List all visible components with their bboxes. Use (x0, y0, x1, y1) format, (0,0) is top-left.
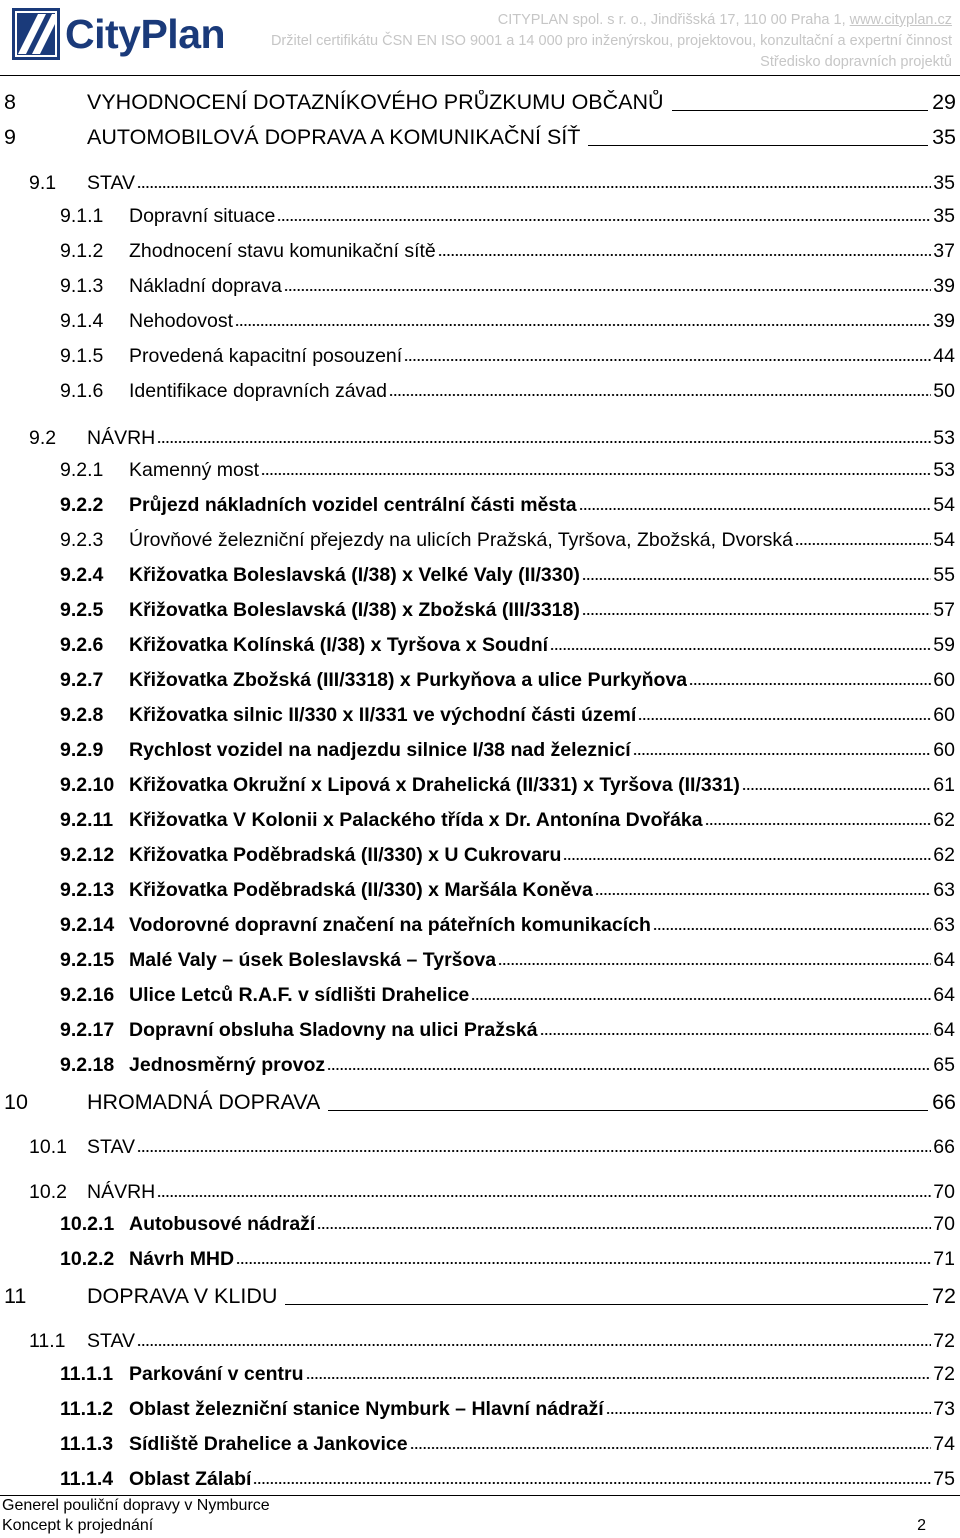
toc-entry[interactable] (60, 945, 955, 975)
toc-entry-page: 54 (933, 493, 955, 516)
toc-entry[interactable] (60, 700, 955, 730)
toc-entry-title: VYHODNOCENÍ DOTAZNÍKOVÉHO PRŮZKUMU OBČANŮ (87, 89, 664, 114)
toc-entry[interactable] (60, 1015, 955, 1045)
toc-entry-page: 35 (933, 171, 955, 194)
toc-dot-leader (404, 358, 931, 362)
toc-entry-title: Kamenný most (129, 458, 260, 481)
toc-entry-title: Rychlost vozidel na nadjezdu silnice I/38 nad železnicí (129, 738, 631, 761)
toc-entry-title: Dopravní situace (129, 204, 276, 227)
toc-entry-title: STAV (87, 1135, 136, 1158)
toc-entry[interactable] (60, 875, 955, 905)
toc-entry-page: 73 (933, 1397, 955, 1420)
toc-entry-number: 9.2 (29, 426, 57, 449)
toc-dot-leader (689, 682, 931, 686)
toc-entry[interactable] (60, 1464, 955, 1494)
cityplan-logo (12, 8, 234, 60)
toc-entry-number: 9.2.13 (60, 878, 115, 901)
page-footer (0, 1494, 960, 1538)
toc-entry-number: 9.2.16 (60, 983, 115, 1006)
toc-entry-page: 53 (933, 426, 955, 449)
toc-entry-title: Křižovatka Okružní x Lipová x Drahelická (II/331) x Tyršova (II/331) (129, 773, 740, 796)
toc-entry-number: 9.2.1 (60, 458, 104, 481)
toc-entry-title: Křižovatka silnic II/330 x II/331 ve východní části území (129, 703, 637, 726)
toc-dot-leader (582, 612, 931, 616)
toc-entry-number: 10.2.2 (60, 1247, 115, 1270)
toc-entry[interactable] (60, 980, 955, 1010)
toc-entry-number: 10 (4, 1089, 28, 1114)
toc-dot-leader (438, 253, 932, 257)
toc-entry-number: 11.1.1 (60, 1362, 114, 1385)
toc-entry[interactable] (60, 735, 955, 765)
toc-dot-leader (137, 185, 931, 189)
toc-dot-leader (327, 1067, 931, 1071)
toc-entry-page: 39 (933, 274, 955, 297)
footer-page-number: 2 (917, 1517, 926, 1534)
toc-entry-number: 9.1.4 (60, 309, 104, 332)
toc-entry-number: 11.1.2 (60, 1397, 114, 1420)
toc-entry-title: NÁVRH (87, 426, 156, 449)
toc-entry-title: Nehodovost (129, 309, 234, 332)
toc-entry[interactable] (60, 236, 955, 266)
toc-entry-page: 57 (933, 598, 955, 621)
toc-entry-page: 60 (933, 668, 955, 691)
toc-entry-number: 9.2.10 (60, 773, 115, 796)
toc-entry-number: 11 (4, 1283, 27, 1308)
toc-entry-number: 10.2.1 (60, 1212, 115, 1235)
toc-entry-title: Zhodnocení stavu komunikační sítě (129, 239, 436, 262)
toc-entry-number: 10.1 (29, 1135, 67, 1158)
toc-entry[interactable] (60, 805, 955, 835)
toc-entry[interactable] (60, 341, 955, 371)
toc-entry-number: 11.1.3 (60, 1432, 114, 1455)
toc-entry-number: 9.1 (29, 171, 57, 194)
toc-entry-title: Dopravní obsluha Sladovny na ulici Pražská (129, 1018, 538, 1041)
toc-entry-page: 72 (932, 1283, 956, 1308)
toc-entry-page: 71 (933, 1247, 955, 1270)
toc-entry-number: 11.1.4 (60, 1467, 114, 1490)
toc-entry[interactable] (60, 455, 955, 485)
toc-entry-page: 44 (933, 344, 955, 367)
toc-entry[interactable] (29, 1177, 955, 1207)
toc-dot-leader (471, 997, 931, 1001)
toc-entry-number: 9.2.3 (60, 528, 104, 551)
toc-dot-leader (606, 1411, 932, 1415)
toc-entry-page: 64 (933, 983, 955, 1006)
certificate-line: Držitel certifikátu ČSN EN ISO 9001 a 14 000 pro inženýrskou, projektovou, konzultační a expertní činnost (270, 33, 952, 49)
toc-entry-title: Nákladní doprava (129, 274, 282, 297)
toc-entry[interactable] (60, 595, 955, 625)
toc-entry-number: 9.2.9 (60, 738, 104, 761)
header-info (271, 10, 952, 73)
footer-status: Koncept k projednání (2, 1517, 154, 1534)
toc-entry-title: Průjezd nákladních vozidel centrální části města (129, 493, 577, 516)
toc-leader-line (672, 110, 929, 111)
cityplan-logo-mark-icon (12, 8, 60, 60)
toc-entry-number: 9.2.18 (60, 1053, 115, 1076)
toc-dot-leader (795, 542, 931, 546)
toc-entry-page: 63 (933, 878, 955, 901)
toc-entry[interactable] (0, 87, 956, 117)
toc-entry[interactable] (60, 770, 955, 800)
toc-entry-page: 62 (933, 843, 955, 866)
toc-entry-title: Parkování v centru (129, 1362, 304, 1385)
toc-entry-page: 35 (933, 204, 955, 227)
toc-entry[interactable] (0, 1087, 956, 1117)
toc-entry-number: 9.2.4 (60, 563, 104, 586)
toc-entry[interactable] (29, 1326, 955, 1356)
toc-dot-leader (157, 1194, 931, 1198)
toc-dot-leader (582, 577, 931, 581)
toc-entry[interactable] (0, 122, 956, 152)
toc-dot-leader (563, 857, 931, 861)
toc-entry[interactable] (60, 630, 955, 660)
toc-entry-page: 35 (932, 124, 956, 149)
toc-dot-leader (137, 1149, 931, 1153)
toc-entry[interactable] (60, 525, 955, 555)
toc-entry-page: 60 (933, 703, 955, 726)
toc-entry-page: 70 (933, 1180, 955, 1203)
toc-entry-number: 8 (4, 89, 16, 114)
toc-dot-leader (157, 440, 931, 444)
toc-dot-leader (261, 472, 931, 476)
toc-entry-title: AUTOMOBILOVÁ DOPRAVA A KOMUNIKAČNÍ SÍŤ (87, 124, 581, 149)
toc-entry-number: 9.2.8 (60, 703, 104, 726)
company-website-link[interactable]: www.cityplan.cz (849, 12, 952, 28)
toc-entry-page: 29 (932, 89, 956, 114)
toc-dot-leader (410, 1446, 932, 1450)
toc-entry-number: 9.2.2 (60, 493, 104, 516)
toc-entry-page: 66 (932, 1089, 956, 1114)
toc-entry-title: Jednosměrný provoz (129, 1053, 326, 1076)
toc-entry[interactable] (60, 1394, 955, 1424)
toc-entry[interactable] (60, 910, 955, 940)
footer-divider (0, 1495, 960, 1496)
toc-dot-leader (638, 717, 931, 721)
company-address: CITYPLAN spol. s r. o., Jindřišská 17, 110 00 Praha 1, (497, 12, 846, 28)
toc-entry[interactable] (60, 376, 955, 406)
toc-entry-title: Křižovatka Kolínská (I/38) x Tyršova x Soudní (129, 633, 549, 656)
toc-entry-number: 10.2 (29, 1180, 67, 1203)
toc-dot-leader (550, 647, 931, 651)
toc-entry-number: 9.2.17 (60, 1018, 115, 1041)
toc-leader-line (588, 145, 928, 146)
toc-entry[interactable] (60, 840, 955, 870)
toc-entry-title: Křižovatka Boleslavská (I/38) x Zbožská (III/3318) (129, 598, 580, 621)
toc-entry-page: 60 (933, 738, 955, 761)
toc-entry-number: 9.2.5 (60, 598, 104, 621)
toc-entry[interactable] (60, 1050, 955, 1080)
company-line (271, 10, 952, 31)
toc-entry-title: Autobusové nádraží (129, 1212, 316, 1235)
toc-dot-leader (579, 507, 932, 511)
toc-entry-number: 9.1.2 (60, 239, 104, 262)
toc-entry-number: 9.1.6 (60, 379, 104, 402)
toc-entry-page: 72 (933, 1362, 955, 1385)
toc-entry-title: Návrh MHD (129, 1247, 235, 1270)
toc-entry-title: Oblast železniční stanice Nymburk – Hlavní nádraží (129, 1397, 604, 1420)
toc-dot-leader (389, 393, 931, 397)
toc-entry-page: 59 (933, 633, 955, 656)
toc-entry-page: 54 (933, 528, 955, 551)
toc-dot-leader (137, 1343, 931, 1347)
toc-entry-number: 11.1 (29, 1329, 66, 1352)
toc-entry[interactable] (60, 201, 955, 231)
toc-entry-page: 53 (933, 458, 955, 481)
toc-entry-page: 39 (933, 309, 955, 332)
toc-entry-page: 66 (933, 1135, 955, 1158)
toc-entry[interactable] (60, 1209, 955, 1239)
toc-dot-leader (317, 1226, 931, 1230)
toc-dot-leader (284, 288, 931, 292)
toc-dot-leader (633, 752, 932, 756)
toc-entry-title: Křižovatka Zbožská (III/3318) x Purkyňova a ulice Purkyňova (129, 668, 688, 691)
toc-entry-page: 61 (933, 773, 955, 796)
toc-entry-title: Křižovatka V Kolonii x Palackého třída x Dr. Antonína Dvořáka (129, 808, 703, 831)
toc-dot-leader (306, 1376, 932, 1380)
toc-entry[interactable] (60, 1244, 955, 1274)
toc-entry[interactable] (29, 168, 955, 198)
toc-dot-leader (498, 962, 931, 966)
toc-leader-line (285, 1304, 928, 1305)
toc-entry-title: DOPRAVA V KLIDU (87, 1283, 278, 1308)
toc-leader-line (328, 1110, 928, 1111)
toc-entry-title: Sídliště Drahelice a Jankovice (129, 1432, 408, 1455)
toc-entry[interactable] (60, 560, 955, 590)
toc-entry-number: 9.1.3 (60, 274, 104, 297)
toc-entry-title: Křižovatka Poděbradská (II/330) x Maršála Koněva (129, 878, 593, 901)
toc-entry-page: 72 (933, 1329, 955, 1352)
toc-entry[interactable] (60, 490, 955, 520)
toc-entry-title: Vodorovné dopravní značení na páteřních komunikacích (129, 913, 651, 936)
toc-entry-title: Křižovatka Poděbradská (II/330) x U Cukrovaru (129, 843, 562, 866)
toc-dot-leader (742, 787, 931, 791)
toc-dot-leader (595, 892, 931, 896)
toc-entry-page: 64 (933, 1018, 955, 1041)
toc-entry[interactable] (0, 1281, 956, 1311)
toc-dot-leader (235, 323, 931, 327)
toc-entry[interactable] (29, 1132, 955, 1162)
toc-dot-leader (253, 1481, 931, 1485)
toc-entry-number: 9.2.6 (60, 633, 104, 656)
toc-entry-page: 50 (933, 379, 955, 402)
toc-entry-number: 9.1.5 (60, 344, 104, 367)
header-divider (0, 75, 960, 76)
toc-entry-page: 62 (933, 808, 955, 831)
toc-entry-page: 65 (933, 1053, 955, 1076)
toc-entry-number: 9.2.11 (60, 808, 114, 831)
toc-entry[interactable] (60, 665, 955, 695)
toc-entry-page: 55 (933, 563, 955, 586)
toc-entry-page: 74 (933, 1432, 955, 1455)
toc-entry-title: Identifikace dopravních závad (129, 379, 387, 402)
toc-entry-title: Oblast Zálabí (129, 1467, 252, 1490)
toc-entry[interactable] (29, 423, 955, 453)
toc-entry-title: Křižovatka Boleslavská (I/38) x Velké Valy (II/330) (129, 563, 580, 586)
toc-entry-page: 37 (933, 239, 955, 262)
toc-entry[interactable] (60, 271, 955, 301)
toc-entry-number: 9 (4, 124, 16, 149)
toc-entry-title: Úrovňové železniční přejezdy na ulicích Pražská, Tyršova, Zbožská, Dvorská (129, 528, 793, 551)
logo-text: CityPlan (65, 11, 226, 57)
toc-entry-number: 9.2.15 (60, 948, 115, 971)
toc-entry-page: 70 (933, 1212, 955, 1235)
toc-entry-page: 63 (933, 913, 955, 936)
toc-entry[interactable] (60, 1429, 955, 1459)
toc-entry-title: HROMADNÁ DOPRAVA (87, 1089, 321, 1114)
toc-entry[interactable] (60, 1359, 955, 1389)
toc-entry-number: 9.2.12 (60, 843, 115, 866)
toc-dot-leader (277, 218, 931, 222)
toc-entry-number: 9.2.7 (60, 668, 104, 691)
toc-entry-page: 75 (933, 1467, 955, 1490)
toc-entry-number: 9.1.1 (60, 204, 104, 227)
toc-dot-leader (540, 1032, 932, 1036)
department-line: Středisko dopravních projektů (760, 54, 952, 70)
toc-entry-title: Provedená kapacitní posouzení (129, 344, 403, 367)
toc-entry-title: STAV (87, 1329, 136, 1352)
toc-dot-leader (236, 1261, 931, 1265)
toc-entry-title: STAV (87, 171, 136, 194)
toc-entry[interactable] (60, 306, 955, 336)
toc-entry-title: Malé Valy – úsek Boleslavská – Tyršova (129, 948, 497, 971)
toc-entry-title: NÁVRH (87, 1180, 156, 1203)
footer-document-title: Generel pouliční dopravy v Nymburce (2, 1497, 270, 1514)
toc-entry-title: Ulice Letců R.A.F. v sídlišti Drahelice (129, 983, 470, 1006)
toc-entry-page: 64 (933, 948, 955, 971)
toc-dot-leader (705, 822, 932, 826)
toc-entry-number: 9.2.14 (60, 913, 115, 936)
toc-dot-leader (653, 927, 931, 931)
